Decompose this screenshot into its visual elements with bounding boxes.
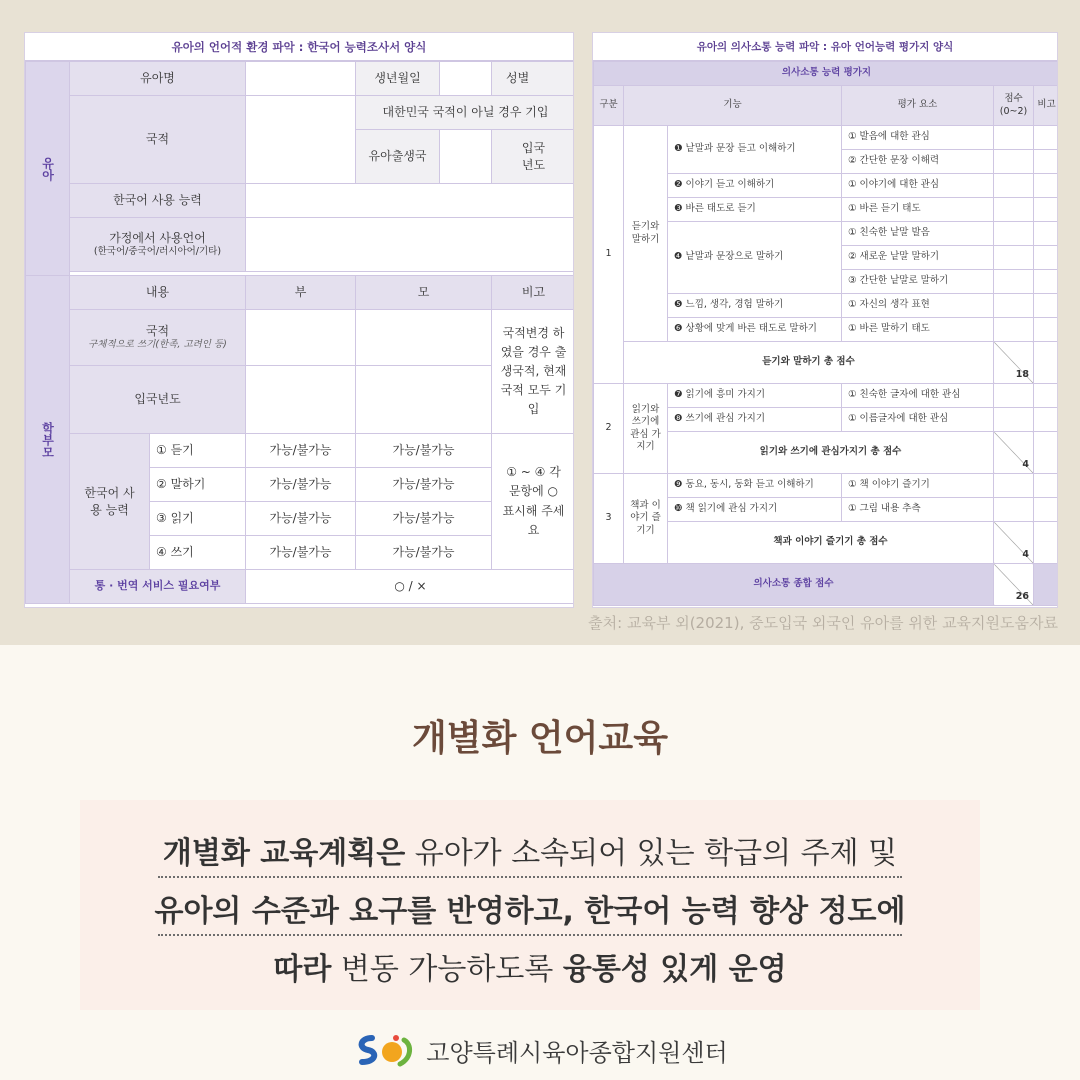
interpretation-options[interactable]: ○ / × [246,570,575,604]
remarks-cell[interactable] [1034,432,1059,474]
score-cell[interactable] [994,474,1034,498]
element-1-1: ① 발음에 대한 관심 [842,126,994,150]
group-2-total-label: 읽기와 쓰기에 관심가지기 총 점수 [668,432,994,474]
nationality-value[interactable] [246,96,356,184]
gender-label: 성별 [492,62,575,96]
group-1-total-score: 18 [994,342,1034,384]
footer [0,1025,1080,1075]
evaluation-form-title: 유아의 의사소통 능력 파악 : 유아 언어능력 평가지 양식 [593,33,1057,61]
score-cell[interactable] [994,318,1034,342]
father-listening-option[interactable]: 가능/불가능 [246,434,356,468]
korean-ability-survey-form [24,32,574,608]
score-cell[interactable] [994,174,1034,198]
function-8: ❽ 쓰기에 관심 가지기 [668,408,842,432]
child-name-label: 유아명 [70,62,246,96]
quote-line-3-mid: 변동 가능하도록 [331,952,563,987]
skill-speaking: ② 말하기 [150,468,246,502]
col-evaluation-header: 평가 요소 [842,86,994,126]
col-father-header: 부 [246,276,356,310]
parent-korean-ability-label: 한국어 사용 능력 [70,434,150,570]
element-8-1: ① 이름글자에 대한 관심 [842,408,994,432]
function-2: ❷ 이야기 듣고 이해하기 [668,174,842,198]
non-korean-note: 대한민국 국적이 아닐 경우 기입 [356,96,575,130]
function-7: ❼ 읽기에 흥미 가지기 [668,384,842,408]
father-nationality-value[interactable] [246,310,356,366]
mother-entry-year-value[interactable] [356,366,492,434]
group-2-number: 2 [594,384,624,474]
score-cell[interactable] [994,270,1034,294]
function-5: ❺ 느낌, 생각, 경험 말하기 [668,294,842,318]
nationality-change-note: 국적변경 하였을 경우 출생국적, 현재국적 모두 기입 [492,310,575,434]
element-1-2: ② 간단한 문장 이해력 [842,150,994,174]
birthdate-value[interactable] [440,62,492,96]
evaluation-table [593,61,1058,606]
quote-line-2-bold: 유아의 수준과 요구를 반영하고, 한국어 능력 향상 정도에 [154,894,906,929]
score-cell[interactable] [994,294,1034,318]
quote-line-1 [80,828,980,872]
quote-line-3-bold-1: 따라 [273,952,332,987]
birthdate-label: 생년월일 [356,62,440,96]
score-cell[interactable] [994,246,1034,270]
element-10-1: ① 그림 내용 추측 [842,498,994,522]
col-remarks-header: 비고 [492,276,575,310]
quote-line-3 [80,944,980,988]
remarks-cell[interactable] [1034,564,1059,606]
mother-nationality-value[interactable] [356,310,492,366]
dotted-underline-1 [158,876,902,878]
group-2-name: 읽기와 쓰기에 관심 가지기 [624,384,668,474]
remarks-cell[interactable] [1034,522,1059,564]
skill-writing: ④ 쓰기 [150,536,246,570]
col-content-header: 내용 [70,276,246,310]
remarks-cell[interactable] [1034,408,1059,432]
element-2-1: ① 이야기에 대한 관심 [842,174,994,198]
parent-section-label: 학부모 [26,276,70,604]
home-language-value[interactable] [246,218,575,272]
element-4-1: ① 친숙한 낱말 발음 [842,222,994,246]
remarks-cell[interactable] [1034,198,1059,222]
remarks-cell[interactable] [1034,498,1059,522]
function-1: ❶ 낱말과 문장 듣고 이해하기 [668,126,842,174]
remarks-cell[interactable] [1034,174,1059,198]
score-cell[interactable] [994,222,1034,246]
function-4: ❹ 낱말과 문장으로 말하기 [668,222,842,294]
element-5-1: ① 자신의 생각 표현 [842,294,994,318]
overall-score-label: 의사소통 종합 점수 [594,564,994,606]
home-language-label: 가정에서 사용언어 (한국어/중국어/러시아어/기타) [70,218,246,272]
source-citation: 출처: 교육부 외(2021), 중도입국 외국인 유아를 위한 교육지원도움자료 [588,614,1058,632]
mother-speaking-option[interactable]: 가능/불가능 [356,468,492,502]
father-reading-option[interactable]: 가능/불가능 [246,502,356,536]
score-cell[interactable] [994,150,1034,174]
group-2-total-score: 4 [994,432,1034,474]
quote-box [80,800,980,1010]
korean-ability-value[interactable] [246,184,575,218]
score-cell[interactable] [994,126,1034,150]
entry-year-short-label: 입국년도 [492,130,575,184]
group-1-total-label: 듣기와 말하기 총 점수 [624,342,994,384]
element-4-3: ③ 간단한 낱말로 말하기 [842,270,994,294]
remarks-cell[interactable] [1034,126,1059,150]
element-9-1: ① 책 이야기 즐기기 [842,474,994,498]
headline: 개별화 언어교육 [412,718,668,759]
skill-listening: ① 듣기 [150,434,246,468]
group-1-number: 1 [594,126,624,384]
mother-reading-option[interactable]: 가능/불가능 [356,502,492,536]
remarks-cell[interactable] [1034,474,1059,498]
score-cell[interactable] [994,198,1034,222]
language-evaluation-form [592,32,1058,608]
overall-score-value: 26 [994,564,1034,606]
score-cell[interactable] [994,408,1034,432]
function-9: ❾ 동요, 동시, 동화 듣고 이해하기 [668,474,842,498]
col-category-header: 구분 [594,86,624,126]
mother-listening-option[interactable]: 가능/불가능 [356,434,492,468]
remarks-cell[interactable] [1034,384,1059,408]
survey-form-title: 유아의 언어적 환경 파악 : 한국어 능력조사서 양식 [25,33,573,61]
element-3-1: ① 바른 듣기 태도 [842,198,994,222]
col-mother-header: 모 [356,276,492,310]
group-3-total-score: 4 [994,522,1034,564]
function-6: ❻ 상황에 맞게 바른 태도로 말하기 [668,318,842,342]
quote-line-1-rest: 유아가 소속되어 있는 학급의 주제 및 [405,836,898,871]
child-section-label: 유아 [26,62,70,276]
remarks-cell[interactable] [1034,270,1059,294]
skills-note: ① ~ ④ 각 문항에 ○ 표시해 주세요 [492,434,575,570]
child-name-value[interactable] [246,62,356,96]
birth-country-label: 유아출생국 [356,130,440,184]
father-writing-option[interactable]: 가능/불가능 [246,536,356,570]
group-3-name: 책과 이야기 즐기기 [624,474,668,564]
group-3-number: 3 [594,474,624,564]
group-1-name: 듣기와 말하기 [624,126,668,342]
entry-year-label: 입국년도 [70,366,246,434]
remarks-cell[interactable] [1034,294,1059,318]
skill-reading: ③ 읽기 [150,502,246,536]
quote-line-3-bold-2: 융통성 있게 운영 [562,952,787,987]
father-entry-year-value[interactable] [246,366,356,434]
evaluation-header: 의사소통 능력 평가지 [594,62,1059,86]
remarks-cell[interactable] [1034,342,1059,384]
group-3-total-label: 책과 이야기 즐기기 총 점수 [668,522,994,564]
function-10: ❿ 책 읽기에 관심 가지기 [668,498,842,522]
element-4-2: ② 새로운 낱말 말하기 [842,246,994,270]
parent-nationality-label: 국적 구체적으로 쓰기(한족, 고려인 등) [70,310,246,366]
element-6-1: ① 바른 말하기 태도 [842,318,994,342]
organization-name: 고양특례시육아종합지원센터 [426,1038,728,1067]
col-function-header: 기능 [624,86,842,126]
score-cell[interactable] [994,498,1034,522]
remarks-cell[interactable] [1034,150,1059,174]
element-7-1: ① 친숙한 글자에 대한 관심 [842,384,994,408]
nationality-label: 국적 [70,96,246,184]
col-remarks-header: 비고 [1034,86,1059,126]
remarks-cell[interactable] [1034,318,1059,342]
dotted-underline-2 [158,934,902,936]
remarks-cell[interactable] [1034,222,1059,246]
quote-line-2 [80,886,980,930]
center-logo-icon [352,1030,416,1070]
survey-table [25,61,574,604]
score-cell[interactable] [994,384,1034,408]
interpretation-service-label: 통 · 번역 서비스 필요여부 [70,570,246,604]
korean-ability-label: 한국어 사용 능력 [70,184,246,218]
function-3: ❸ 바른 태도로 듣기 [668,198,842,222]
mother-writing-option[interactable]: 가능/불가능 [356,536,492,570]
birth-country-value[interactable] [440,130,492,184]
father-speaking-option[interactable]: 가능/불가능 [246,468,356,502]
remarks-cell[interactable] [1034,246,1059,270]
quote-line-1-bold: 개별화 교육계획은 [162,836,406,871]
col-score-header: 점수 (0~2) [994,86,1034,126]
